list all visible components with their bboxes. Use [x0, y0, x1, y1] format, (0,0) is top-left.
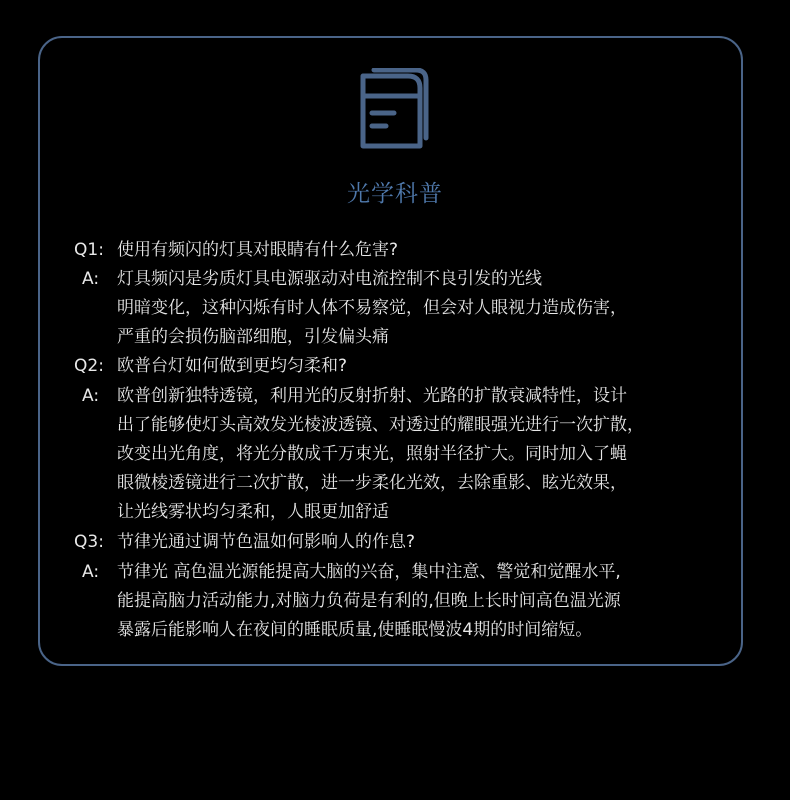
answer-line: 灯具频闪是劣质灯具电源驱动对电流控制不良引发的光线: [117, 269, 542, 289]
answer-line: 节律光 高色温光源能提高大脑的兴奋，集中注意、警觉和觉醒水平,: [117, 562, 621, 582]
answer-line: 能提高脑力活动能力,对脑力负荷是有利的,但晚上长时间高色温光源: [117, 591, 621, 611]
question-text: 欧普台灯如何做到更均匀柔和?: [117, 356, 348, 376]
question-label: Q2:: [74, 356, 104, 376]
page-title: 光学科普: [347, 181, 443, 207]
answer-label: A:: [82, 386, 100, 406]
answer-line: 明暗变化，这种闪烁有时人体不易察觉，但会对人眼视力造成伤害，: [117, 298, 627, 318]
answer-line: 眼微棱透镜进行二次扩散，进一步柔化光效，去除重影、眩光效果，: [117, 473, 627, 493]
answer-line: 暴露后能影响人在夜间的睡眠质量,使睡眠慢波4期的时间缩短。: [117, 620, 593, 640]
question-label: Q3:: [74, 532, 104, 552]
answer-line: 欧普创新独特透镜，利用光的反射折射、光路的扩散衰减特性，设计: [117, 386, 627, 406]
question-text: 使用有频闪的灯具对眼睛有什么危害?: [117, 240, 399, 260]
answer-label: A:: [82, 269, 100, 289]
answer-line: 出了能够使灯头高效发光棱波透镜、对透过的耀眼强光进行一次扩散，: [117, 415, 644, 435]
answer-line: 改变出光角度，将光分散成千万束光，照射半径扩大。同时加入了蝇: [117, 444, 627, 464]
answer-label: A:: [82, 562, 100, 582]
question-label: Q1:: [74, 240, 104, 260]
answer-line: 让光线雾状均匀柔和，人眼更加舒适: [117, 502, 389, 522]
question-text: 节律光通过调节色温如何影响人的作息?: [117, 532, 416, 552]
answer-line: 严重的会损伤脑部细胞，引发偏头痛: [117, 327, 389, 347]
